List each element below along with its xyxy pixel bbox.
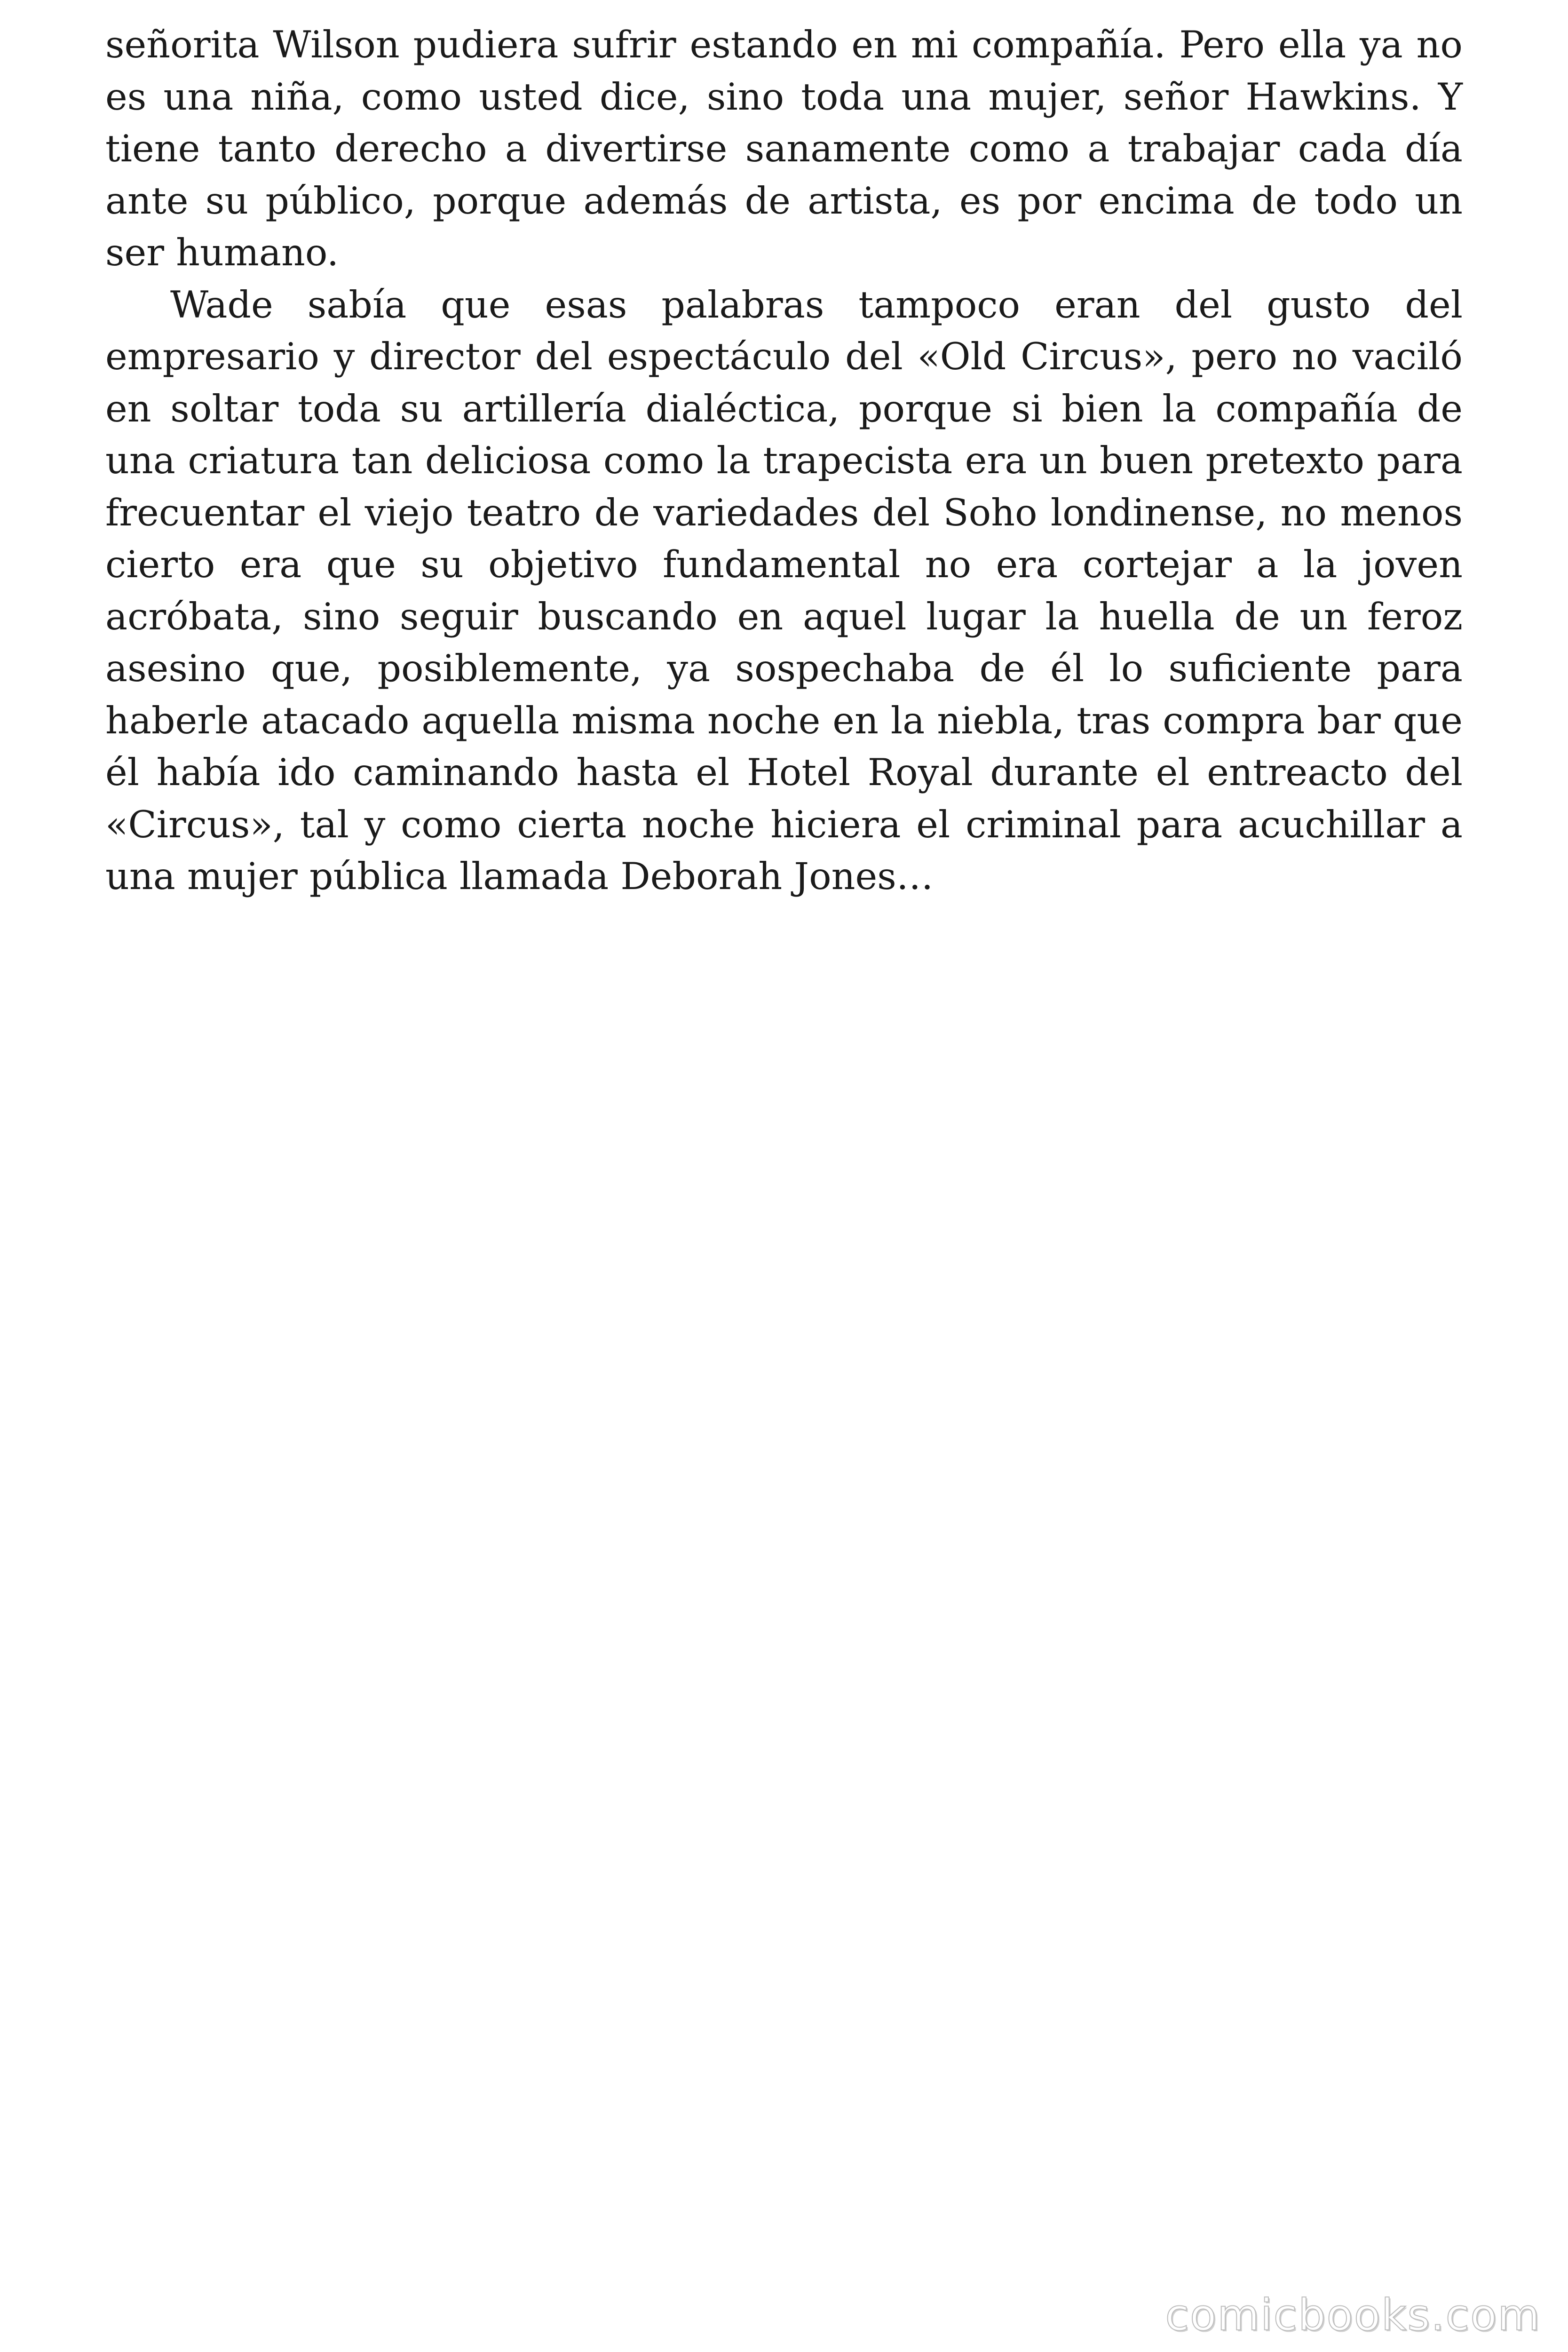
watermark: comicbooks.com <box>1165 2290 1541 2340</box>
paragraph-1: señorita Wilson pudiera sufrir estando en mi compañía. Pero ella ya no es una niña, como usted dice, sino toda una mujer, señor Hawkins. Y tiene tanto derecho a divertirse sanamente como a trabajar cada día ante su público, porque además de artista, es por encima de todo un ser humano. <box>105 23 1463 274</box>
page-body <box>105 19 1463 903</box>
paragraph-2: Wade sabía que esas palabras tampoco eran del gusto del empresario y director del espectáculo del «Old Circus», pero no vaciló en soltar toda su artillería dialéctica, porque si bien la compañía de una criatura tan deliciosa como la trapecista era un buen pretexto para frecuentar el viejo teatro de variedades del Soho londinense, no menos cierto era que su objetivo fundamental no era cortejar a la joven acróbata, sino seguir buscando en aquel lugar la huella de un feroz asesino que, posiblemente, ya sospechaba de él lo suficiente para haberle atacado aquella misma noche en la niebla, tras compra bar que él había ido caminando hasta el Hotel Royal durante el entreacto del «Circus», tal y como cierta noche hiciera el criminal para acuchillar a una mujer pública llamada Deborah Jones… <box>105 283 1463 898</box>
